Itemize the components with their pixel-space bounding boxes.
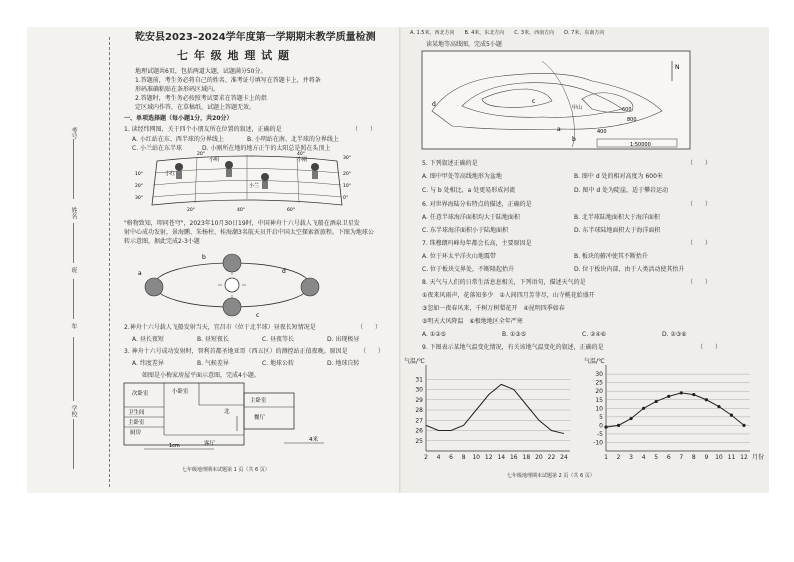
q5-option-d: D. 图中 d 处为陡崖，适于攀岩运动 (574, 187, 669, 194)
passage-line: "格物致知，叩问苍穹"，2023年10月30日19时，中国神舟十六号载人飞船在酒泉卫星发 (124, 220, 360, 227)
room-label: 小卧室 (172, 389, 189, 395)
passage-line: 射中心成功发射，景海鹏、朱杨柱、桂海潮3名航天员开启中国太空探索新旅程。下图为地球公 (124, 229, 374, 236)
q5-stem: 5. 下列叙述正确的是 (422, 160, 478, 167)
q5-option-a: A. 图中甲处等高线地形为盆地 (422, 173, 502, 180)
y-tick-label: 25 (595, 379, 603, 387)
x-tick-label: 11 (727, 454, 736, 461)
q8-option-c: C. ②④⑥ (582, 331, 607, 338)
data-point (667, 395, 670, 398)
q7-answer-bracket: （ ） (687, 240, 712, 247)
y-axis-label: 气温/℃ (404, 358, 425, 365)
x-tick-label: 9 (704, 454, 709, 461)
x-tick-label: 4 (641, 454, 646, 461)
lon-label: 40° (297, 152, 305, 157)
kid-label: 小红 (165, 171, 176, 177)
page-2-footer: 七年级地理期末试题第 2 页（共 6 页） (507, 473, 595, 479)
notice-line: 1.答题前，考生务必将自己的姓名、准考证号填写在答题卡上，并将条 (135, 77, 321, 84)
exam-page-1 (27, 27, 402, 493)
scale-label: 1cm (169, 443, 180, 449)
orbit-label: a (138, 270, 142, 277)
q6-option-d: D. 东半球陆地面积大于海洋面积 (574, 227, 661, 234)
data-point (629, 417, 632, 420)
room-label: 次卧室 (132, 391, 149, 397)
q7-option-a: A. 位于环太平洋火山地震带 (422, 253, 496, 260)
lat-label: 30° (135, 196, 143, 201)
data-point (692, 393, 695, 396)
notice-line: 地理试题共6页，包括两道大题，试题满分50分。 (135, 68, 267, 75)
q6-stem: 6. 对世界海陆分布特点的描述，正确的是 (422, 201, 532, 208)
q6-option-c: C. 东半球海洋面积小于陆地面积 (422, 227, 509, 234)
notice-line: 定区域内作答，在草稿纸、试题上答题无效。 (135, 104, 256, 111)
x-tick-label: 24 (560, 454, 568, 461)
q2-option-b: B. 昼短夜长 (197, 336, 229, 343)
scale-label: 4米 (309, 437, 318, 443)
data-point (717, 405, 720, 408)
q8-stem: 8. 天气与人们的日常生活息息相关，下列语句，描述天气的是 (422, 279, 586, 286)
x-tick-label: 12 (740, 454, 748, 461)
q1-option-d: D. 小刚所在地的地方正午的太阳总是照在头顶上 (202, 145, 331, 152)
y-tick-label: 30 (595, 371, 603, 379)
q2-option-a: A. 昼长夜短 (132, 336, 164, 343)
q8-item: ⑤明天大风降温 ⑥极地地区全年严寒 (422, 318, 523, 325)
y-tick-label: 0 (599, 422, 603, 430)
y-axis-label: 气温/℃ (584, 358, 605, 365)
section-heading: 一、单项选择题（每小题1分，共20分） (124, 115, 233, 122)
floor-plan-map (124, 383, 329, 453)
x-tick-label: 12 (484, 454, 493, 461)
room-label: 卫生间 (128, 410, 145, 416)
data-point (642, 407, 645, 410)
y-tick-label: 5 (599, 413, 603, 421)
lat-label: 20° (343, 172, 351, 177)
y-tick-label: 30 (415, 386, 423, 394)
kid-label: 小兰 (249, 183, 260, 189)
room-label: 主卧室 (250, 398, 267, 404)
notice-line: 2.答题时，考生务必按照考试要求在答题卡上的指 (135, 95, 267, 102)
exam-title: 乾安县2023–2024学年度第一学期期末教学质量检测 (135, 32, 376, 43)
x-tick-label: 1 (604, 454, 608, 461)
point-label: d (432, 101, 436, 108)
q3-option-c: C. 地球公转 (262, 360, 295, 367)
x-tick-label: 6 (449, 454, 454, 461)
q1-answer-bracket: （ ） (352, 126, 377, 133)
earth-orbit-diagram (132, 249, 332, 319)
q3-option-b: B. 气候差异 (197, 360, 229, 367)
y-tick-label: 28 (415, 407, 423, 414)
map-scale: 1:50000 (630, 142, 651, 148)
y-tick-label: 27 (415, 417, 423, 425)
x-tick-label: 4 (436, 454, 441, 461)
q7-option-d: D. 位于板块内部，由于人类活动使其抬升 (574, 266, 685, 273)
x-tick-label: 18 (522, 454, 531, 461)
q5-answer-bracket: （ ） (687, 160, 712, 167)
q2-option-c: C. 昼夜等长 (262, 336, 295, 343)
kid-label: 小刚 (297, 157, 308, 163)
orbit-label: c (256, 312, 260, 319)
x-tick-label: 2 (616, 454, 621, 461)
x-tick-label: 6 (666, 454, 671, 461)
q8-item: ①夜来风雨声，花落知多少 ②人间四月芳菲尽，山寺桃花始盛开 (422, 292, 595, 299)
q2-answer-bracket: （ ） (357, 324, 382, 331)
contour-value: 400 (597, 129, 607, 135)
q7-option-b: B. 板块的俯冲使其不断抬升 (574, 253, 648, 260)
q3-stem: 3. 神舟十六号成功发射时，智利首都圣地亚哥（西五区）的测控站正值夜晚。原因是 (124, 348, 348, 355)
lon-label: 20° (197, 152, 205, 157)
notice-line: 形码准确粘贴在条形码区域内。 (135, 86, 220, 93)
kid-label: 小明 (209, 157, 220, 163)
data-point (680, 391, 683, 394)
series-line (606, 393, 744, 427)
y-tick-label: 10 (595, 405, 603, 413)
q2-option-d: D. 出现极昼 (327, 336, 360, 343)
name-label: 姓名 (70, 207, 77, 219)
map-north: N (675, 64, 680, 71)
room-label: 主卧室 (128, 420, 145, 426)
x-tick-label: 20 (535, 454, 543, 461)
x-tick-label: 3 (629, 454, 634, 461)
passage-line: 转示意图，据此完成2-3小题 (124, 238, 200, 245)
x-axis-label: 月份 (752, 454, 765, 461)
room-label: 客厅 (204, 441, 216, 447)
point-label: a (557, 126, 561, 133)
q1-option-c: C. 小兰站在东半球 (132, 145, 183, 152)
school-label: 学校 (70, 405, 77, 417)
y-tick-label: 29 (415, 396, 423, 404)
binding-dashed-line (109, 37, 110, 487)
fill-line (73, 279, 74, 319)
point-label: c (532, 98, 536, 105)
q1-stem: 1. 读经纬网图，关于四个小朋友所在位置的叙述，正确的是 (124, 126, 282, 133)
q6-option-a: A. 任意半球海洋面积均大于陆地面积 (422, 214, 520, 221)
lat-label: 10° (343, 184, 351, 189)
q8-answer-bracket: （ ） (687, 279, 712, 286)
q4-options: A. 1.5米，西北方向 B. 4米，东北方向 C. 3米，西南方向 D. 7米，东南方向 (410, 30, 605, 36)
north-arrow-label: 北 (224, 409, 230, 415)
q8-option-a: A. ①②⑤ (422, 331, 446, 338)
q6-answer-bracket: （ ） (687, 201, 712, 208)
series-line (426, 384, 564, 433)
y-tick-label: 20 (595, 388, 603, 396)
x-tick-label: 8 (691, 454, 696, 461)
y-tick-label: 26 (415, 427, 423, 435)
q1-option-b: B. 小明站在南、北半球的分界线上 (247, 136, 339, 143)
q8-option-d: D. ②③⑥ (662, 331, 687, 338)
x-tick-label: 16 (509, 454, 518, 461)
room-label: 厨房 (130, 430, 142, 436)
data-point (730, 414, 733, 417)
y-tick-label: -10 (593, 439, 603, 447)
q9-stem: 9. 下图表示某地气温变化情况，有关该地气温变化的叙述，正确的是 (422, 344, 604, 351)
lon-label: 60° (287, 208, 295, 213)
x-tick-label: 5 (654, 454, 659, 461)
exam-subtitle: 七 年 级 地 理 试 题 (177, 49, 290, 62)
x-tick-label: 2 (424, 454, 428, 461)
scanned-exam-photo (27, 27, 769, 493)
x-tick-label: 14 (497, 454, 506, 461)
data-point (705, 398, 708, 401)
q5-option-b: B. 图中 d 处的相对高度为 600米 (574, 173, 663, 180)
y-tick-label: 31 (415, 376, 423, 384)
y-tick-label: 15 (595, 396, 603, 404)
q7-stem: 7. 珠穆朗玛峰每年都会长高，主要原因是 (422, 240, 532, 247)
lat-label: 0° (343, 196, 349, 201)
grade-label: 年 (70, 323, 77, 329)
peak-label: 甲山 (572, 105, 583, 111)
page-1-footer: 七年级地理期末试题第 1 页（共 6 页） (182, 467, 270, 473)
contour-value: 600 (622, 107, 632, 113)
x-tick-label: 22 (547, 454, 556, 461)
q6-option-b: B. 北半球陆地面积大于海洋面积 (574, 214, 660, 221)
contour-intro: 读某地等高线图，完成5小题 (426, 41, 502, 48)
q9-answer-bracket: （ ） (697, 344, 722, 351)
orbit-label: b (202, 254, 206, 261)
q8-item: ③忽如一夜春风来，千树万树梨花开 ④昆明四季如春 (422, 305, 565, 312)
q5-option-c: C. 与 b 处相比，a 处更易形成河流 (422, 187, 516, 194)
lat-label: 20° (135, 184, 143, 189)
lat-label: 30° (343, 156, 351, 161)
class-label: 班 (70, 267, 77, 273)
room-label: 餐厅 (254, 415, 266, 421)
data-point (742, 424, 745, 427)
fill-line (73, 419, 74, 469)
lon-label: 20° (187, 208, 195, 213)
fill-line (73, 139, 74, 199)
q3-option-a: A. 纬度差异 (132, 360, 164, 367)
y-tick-label: 25 (415, 437, 423, 445)
fill-line (73, 223, 74, 263)
contour-value: 800 (627, 117, 637, 123)
y-tick-label: -5 (597, 430, 603, 438)
graticule-map (137, 153, 357, 213)
q7-option-c: C. 位于板块交界处，不断隆起抬升 (422, 266, 515, 273)
orbit-label: d (282, 268, 286, 275)
x-tick-label: 10 (715, 454, 723, 461)
data-point (655, 400, 658, 403)
exam-number-label: 考号 (70, 127, 77, 139)
q2-stem: 2.神舟十六号载人飞船发射当天，宜昌市（位于北半球）昼夜长短情况是 (124, 324, 316, 331)
x-tick-label: 8 (461, 454, 466, 461)
x-tick-label: 10 (472, 454, 481, 461)
lat-label: 10° (135, 172, 143, 177)
contour-map (422, 51, 692, 151)
point-label: b (572, 136, 576, 143)
q8-option-b: B. ①③⑤ (502, 331, 527, 338)
monthly-temperature-chart (582, 355, 765, 467)
lon-label: 40° (237, 208, 245, 213)
x-tick-label: 7 (679, 454, 684, 461)
q3-answer-bracket: （ ） (360, 348, 385, 355)
daily-temperature-chart (402, 355, 582, 467)
data-point (617, 424, 620, 427)
exam-page-2 (402, 27, 769, 493)
q3-option-d: D. 地球自转 (327, 360, 360, 367)
data-point (604, 425, 607, 428)
q1-option-a: A. 小红站在东、西半球的分界线上 (132, 136, 224, 143)
fill-line (73, 337, 74, 401)
floor-plan-intro: 如图是小梅家房屋平面示意图，完成4小题。 (142, 372, 260, 379)
